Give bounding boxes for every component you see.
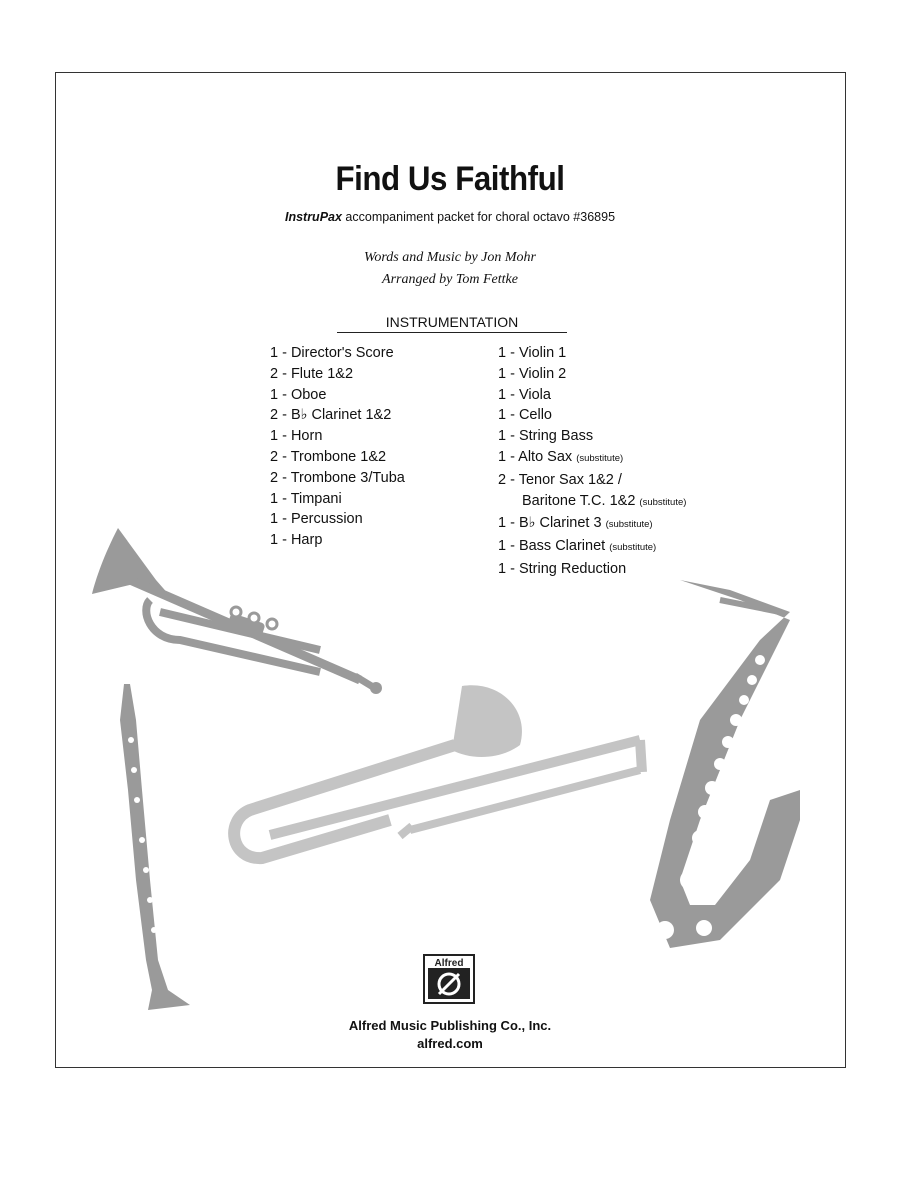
instrumentation-heading: INSTRUMENTATION [337,314,567,333]
list-item: 1 - Harp [270,532,323,549]
trumpet-illustration [92,528,382,694]
publisher-url: alfred.com [417,1036,483,1051]
saxophone-illustration [650,580,800,948]
list-item-text: 1 - Violin 2 [498,365,567,382]
list-item-text: 1 - Violin 1 [498,345,567,361]
words-music-credit: Words and Music by Jon Mohr [363,250,536,265]
list-item-text: 1 - Viola [498,386,551,403]
alfred-logo [423,954,475,1004]
list-item-text: 1 - Bass Clarinet [498,538,606,555]
list-item-text: Baritone T.C. 1&2 [522,492,636,509]
substitute-note: (substitute) [576,452,624,464]
list-item: 2 - Trombone 3/Tuba [270,469,405,486]
list-item-text: 1 - String Reduction [498,560,627,577]
publisher-name: Alfred Music Publishing Co., Inc. [348,1018,552,1033]
subtitle-text: accompaniment packet for choral octavo #36895 [341,210,616,224]
list-item: 1 - Percussion [270,511,363,528]
subtitle-brand: InstruPax [284,210,342,224]
substitute-note: (substitute) [639,496,687,508]
list-item: 1 - Director's Score [270,345,394,361]
list-item: 2 - Flute 1&2 [270,365,354,382]
list-item-text: 1 - B♭ Clarinet 3 [498,515,602,532]
substitute-note: (substitute) [605,519,653,531]
list-item: 2 - Trombone 1&2 [270,448,387,465]
list-item-text: 1 - Cello [498,407,552,424]
arranger-credit: Arranged by Tom Fettke [382,272,518,287]
list-item: 1 - Timpani [270,490,342,507]
trombone-illustration [234,685,642,858]
clarinet-illustration [120,684,190,1010]
list-item: 2 - B♭ Clarinet 1&2 [270,407,392,424]
page-title: Find Us Faithful [335,160,565,198]
list-item: 1 - Horn [270,428,323,445]
list-item: 1 - Oboe [270,386,327,403]
substitute-note: (substitute) [609,542,657,554]
logo-text: Alfred [434,958,464,969]
list-item-text: 2 - Tenor Sax 1&2 / [498,471,622,488]
list-item-text: 1 - Alto Sax [498,448,573,465]
list-item-text: 1 - String Bass [498,428,594,445]
